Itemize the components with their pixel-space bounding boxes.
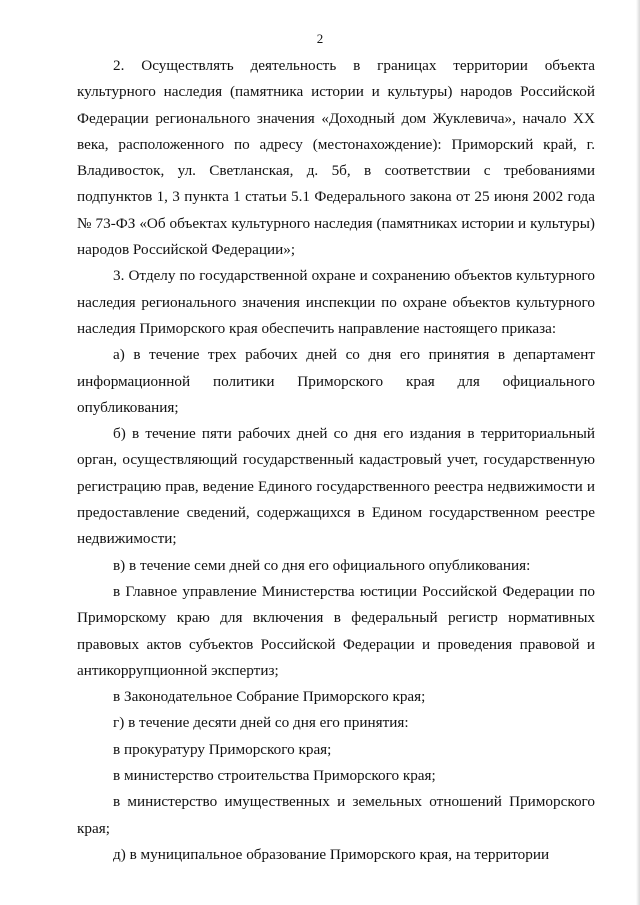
recipient-legislative-assembly: в Законодательное Собрание Приморского края;	[113, 688, 426, 706]
recipient-ministry-of-property: в министерство имущественных и земельных отношений Приморского края;	[77, 793, 595, 837]
subparagraph-b: б) в течение пяти рабочих дней со дня его издания в территориальный орган, осуществляющий государственный кадастровый учет, государственную регистрацию прав, ведение Единого государственного реестра недвижимости и предоставление сведений, содержащихся в Едином государственном реестре недвижимости;	[77, 425, 595, 548]
paragraph-item-3: 3. Отделу по государственной охране и сохранению объектов культурного наследия регионального значения инспекции по охране объектов культурного наследия Приморского края обеспечить направление настоящего приказа:	[77, 267, 595, 337]
page-number: 2	[316, 31, 324, 46]
recipient-ministry-of-construction: в министерство строительства Приморского края;	[113, 767, 436, 785]
document-body	[77, 53, 595, 868]
recipient-prosecutor: в прокуратуру Приморского края;	[113, 740, 332, 758]
subparagraph-v: в) в течение семи дней со дня его официального опубликования:	[113, 556, 531, 574]
paragraph-item-2: 2. Осуществлять деятельность в границах территории объекта культурного наследия (памятника истории и культуры) народов Российской Федерации регионального значения «Доходный дом Жуклевича», начало XX века, расположенного по адресу (местонахождение): Приморский край, г. Владивосток, ул. Светланская, д. 5б, в соответствии с требованиями подпунктов 1, 3 пункта 1 статьи 5.1 Федерального закона от 25 июня 2002 года № 73-ФЗ «Об объектах культурного наследия (памятниках истории и культуры) народов Российской Федерации»;	[77, 57, 595, 259]
scan-edge-shadow	[636, 0, 640, 905]
subparagraph-a: а) в течение трех рабочих дней со дня его принятия в департамент информационной политики Приморского края для официального опубликования;	[77, 346, 595, 416]
subparagraph-g: г) в течение десяти дней со дня его принятия:	[113, 714, 409, 732]
subparagraph-d: д) в муниципальное образование Приморского края, на территории	[113, 845, 550, 863]
recipient-ministry-of-justice: в Главное управление Министерства юстиции Российской Федерации по Приморскому краю для включения в федеральный регистр нормативных правовых актов субъектов Российской Федерации и проведения правовой и антикоррупционной экспертиз;	[77, 582, 595, 679]
